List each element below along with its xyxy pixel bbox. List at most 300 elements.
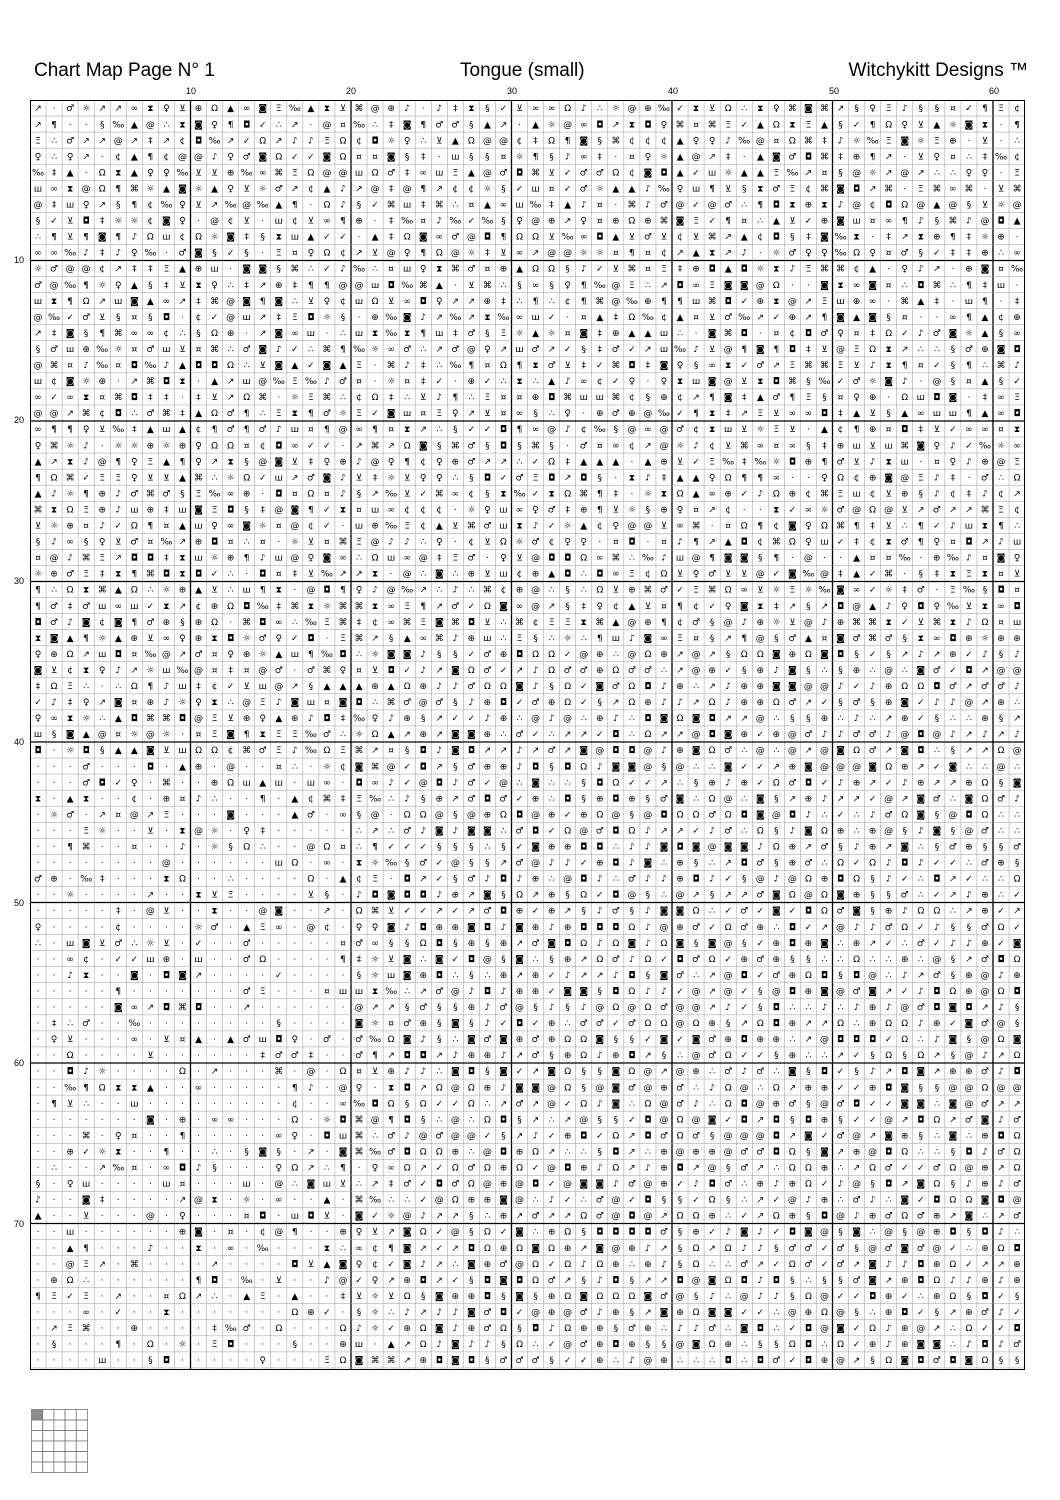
chart-symbol: ◘ [965, 537, 973, 548]
chart-symbol: ✓ [628, 778, 636, 789]
chart-symbol: ◙ [579, 1291, 589, 1302]
chart-symbol: ◙ [964, 120, 974, 131]
chart-symbol: ◙ [386, 890, 396, 901]
chart-symbol: ♀ [371, 714, 379, 725]
chart-symbol: · [341, 970, 345, 981]
chart-symbol: § [469, 1275, 474, 1286]
chart-symbol: ✓ [836, 1291, 845, 1302]
chart-symbol: ♂ [627, 874, 636, 885]
chart-symbol: § [741, 665, 747, 676]
chart-symbol: Ω [869, 1163, 877, 1174]
chart-symbol: ¶ [211, 425, 218, 436]
chart-symbol: ◘ [917, 1115, 925, 1126]
chart-symbol: ∴ [468, 585, 475, 596]
chart-symbol: · [325, 1324, 329, 1335]
chart-symbol: § [469, 1211, 474, 1222]
chart-symbol: ‡ [388, 216, 394, 227]
chart-symbol: ◘ [788, 922, 796, 933]
chart-symbol: · [887, 264, 891, 275]
chart-symbol: ✓ [547, 312, 556, 323]
chart-symbol: ↗ [451, 1243, 460, 1254]
chart-symbol: · [68, 874, 72, 885]
chart-symbol: Ω [644, 649, 652, 660]
chart-symbol: § [83, 328, 89, 339]
chart-symbol: ш [258, 1035, 267, 1046]
chart-symbol: ✓ [387, 1259, 395, 1270]
chart-symbol: ▲ [162, 457, 170, 468]
chart-symbol: · [742, 152, 746, 163]
chart-symbol: ¤ [131, 1131, 138, 1142]
chart-symbol: ⌘ [691, 521, 701, 532]
chart-symbol: ⊕ [660, 1147, 668, 1158]
chart-symbol: ∴ [693, 682, 699, 693]
chart-symbol: ‰ [208, 489, 221, 500]
chart-symbol: · [132, 1115, 136, 1126]
chart-symbol: ‡ [244, 232, 249, 243]
chart-symbol: ∴ [773, 1163, 780, 1174]
chart-symbol: @ [643, 762, 653, 773]
chart-symbol: ♂ [980, 1067, 990, 1078]
chart-symbol: ▲ [756, 393, 764, 404]
chart-symbol: ‰ [160, 537, 173, 548]
chart-symbol: ♂ [659, 1227, 669, 1238]
chart-symbol: ◙ [932, 826, 942, 837]
chart-symbol: ш [66, 1227, 75, 1238]
chart-symbol: ⌘ [129, 184, 139, 195]
chart-symbol: ¶ [179, 1131, 186, 1142]
chart-symbol: ш [354, 986, 364, 997]
chart-symbol: ☼ [772, 248, 781, 259]
chart-symbol: ♂ [932, 794, 941, 805]
chart-symbol: ✓ [676, 1035, 684, 1046]
chart-symbol: ◘ [612, 1147, 620, 1158]
chart-symbol: ♪ [709, 1083, 715, 1094]
chart-symbol: · [213, 1035, 217, 1046]
chart-symbol: ◙ [274, 328, 284, 339]
chart-symbol: § [806, 1067, 811, 1078]
chart-symbol: ↗ [933, 1051, 941, 1062]
chart-symbol: · [36, 842, 40, 853]
chart-symbol: ⧗ [115, 1083, 122, 1094]
chart-symbol: ♂ [515, 858, 524, 869]
chart-symbol: ш [258, 682, 267, 693]
chart-symbol: ◘ [227, 505, 235, 516]
chart-symbol: ✓ [146, 601, 155, 612]
chart-symbol: ♪ [115, 489, 122, 500]
chart-symbol: ‡ [388, 120, 394, 131]
chart-symbol: ⊕ [644, 617, 652, 628]
chart-symbol: @ [194, 152, 204, 163]
chart-symbol: ⊕ [628, 1243, 636, 1254]
chart-symbol: ▲ [227, 1035, 235, 1046]
chart-symbol: ◘ [227, 1340, 235, 1351]
chart-symbol: ↗ [836, 104, 845, 115]
chart-symbol: @ [803, 890, 813, 901]
chart-symbol: ◙ [836, 312, 845, 323]
chart-symbol: ⊕ [467, 938, 476, 949]
chart-symbol: ∴ [484, 1099, 491, 1110]
chart-symbol: ♂ [692, 954, 701, 965]
chart-symbol: ✓ [323, 1307, 331, 1318]
chart-symbol: ¤ [741, 216, 748, 227]
chart-symbol: ¶ [67, 296, 73, 307]
chart-symbol: ♪ [580, 200, 587, 211]
chart-symbol: · [309, 906, 313, 917]
chart-symbol: ∴ [532, 377, 539, 388]
chart-symbol: ¶ [917, 521, 924, 532]
chart-symbol: ⊕ [660, 1083, 668, 1094]
chart-symbol: ♪ [420, 1259, 427, 1270]
chart-symbol: ‡ [276, 312, 282, 323]
chart-symbol: Ω [516, 232, 523, 243]
chart-symbol: ♀ [644, 152, 652, 163]
chart-symbol: ◘ [997, 1195, 1005, 1206]
chart-symbol: ↗ [146, 890, 155, 901]
chart-symbol: ∴ [693, 970, 699, 981]
chart-symbol: · [148, 1259, 152, 1270]
chart-symbol: ‰ [80, 874, 93, 885]
chart-symbol: ¤ [131, 1163, 138, 1174]
chart-symbol: ♂ [130, 537, 139, 548]
chart-symbol: ‡ [148, 136, 153, 147]
chart-symbol: ¤ [998, 617, 1004, 628]
chart-symbol: ⊕ [933, 553, 941, 564]
chart-symbol: ☼ [33, 264, 43, 275]
chart-symbol: ∞ [997, 409, 1005, 420]
chart-symbol: ∴ [532, 1227, 539, 1238]
chart-symbol: ◙ [290, 505, 300, 516]
chart-symbol: · [68, 778, 72, 789]
chart-symbol: ш [403, 200, 412, 211]
chart-symbol: ♂ [932, 328, 941, 339]
chart-symbol: ✓ [965, 104, 973, 115]
chart-symbol: Ξ [629, 569, 635, 580]
chart-symbol: § [276, 1019, 282, 1030]
chart-symbol: Ω [724, 1275, 732, 1286]
chart-symbol: ♂ [467, 682, 476, 693]
chart-symbol: ▲ [740, 232, 748, 243]
chart-symbol: ∴ [725, 1291, 732, 1302]
chart-symbol: ∴ [725, 1324, 732, 1335]
chart-symbol: ⊕ [339, 1227, 347, 1238]
chart-symbol: Ω [580, 890, 588, 901]
chart-symbol: Ω [724, 585, 732, 596]
chart-symbol: ⊻ [227, 714, 234, 725]
chart-symbol: ⊕ [596, 1356, 604, 1367]
chart-symbol: ♀ [34, 441, 42, 452]
chart-symbol: ⊕ [499, 1211, 508, 1222]
chart-symbol: · [116, 970, 120, 981]
chart-symbol: Ω [66, 585, 74, 596]
chart-symbol: ◘ [836, 649, 845, 660]
chart-symbol: ◙ [97, 232, 107, 243]
chart-symbol: ш [515, 200, 524, 211]
chart-symbol: ⊕ [50, 1275, 58, 1286]
chart-symbol: · [341, 858, 345, 869]
chart-symbol: ♂ [948, 682, 957, 693]
chart-symbol: ⌘ [161, 778, 171, 789]
chart-symbol: ⊻ [644, 601, 652, 612]
chart-symbol: @ [450, 986, 460, 997]
chart-symbol: @ [643, 1083, 653, 1094]
chart-symbol: ∴ [677, 1356, 683, 1367]
chart-symbol: ✓ [467, 601, 476, 612]
chart-symbol: § [356, 970, 362, 981]
chart-symbol: ‡ [645, 361, 651, 372]
chart-symbol: ∞ [612, 441, 620, 452]
chart-symbol: Ω [612, 168, 620, 179]
chart-symbol: @ [916, 200, 926, 211]
chart-symbol: ⊻ [740, 569, 748, 580]
chart-symbol: ‡ [180, 409, 185, 420]
chart-symbol: · [100, 1051, 104, 1062]
chart-symbol: Ω [644, 1003, 652, 1014]
chart-symbol: ▲ [323, 1195, 331, 1206]
chart-symbol: ¢ [661, 248, 667, 259]
chart-symbol: ¤ [468, 200, 475, 211]
chart-symbol: ◘ [467, 1067, 475, 1078]
chart-symbol: ∴ [693, 794, 699, 805]
chart-symbol: ∞ [515, 601, 524, 612]
chart-symbol: ⊕ [612, 216, 620, 227]
chart-symbol: ◘ [387, 280, 395, 291]
chart-symbol: ◙ [836, 184, 845, 195]
chart-symbol: ¶ [773, 344, 780, 355]
chart-symbol: ¤ [356, 377, 362, 388]
chart-symbol: ◘ [483, 794, 491, 805]
chart-symbol: ◙ [948, 328, 958, 339]
chart-symbol: ‡ [308, 1051, 314, 1062]
chart-symbol: ♂ [643, 665, 652, 676]
chart-symbol: ♪ [917, 986, 924, 997]
chart-symbol: ♂ [242, 986, 251, 997]
chart-symbol: Ω [788, 1340, 796, 1351]
chart-symbol: ♂ [467, 264, 476, 275]
chart-symbol: ♂ [82, 762, 91, 773]
chart-symbol: · [229, 1083, 233, 1094]
chart-symbol: @ [819, 1035, 829, 1046]
chart-symbol: ⊻ [724, 441, 732, 452]
chart-symbol: ↗ [949, 505, 957, 516]
chart-symbol: ✓ [596, 1131, 604, 1142]
chart-symbol: ¤ [420, 216, 427, 227]
chart-symbol: ⊕ [210, 601, 219, 612]
chart-symbol: ⊕ [387, 104, 395, 115]
chart-symbol: ⊻ [708, 104, 716, 115]
chart-symbol: Ω [419, 810, 427, 821]
chart-symbol: Ω [339, 1356, 347, 1367]
chart-symbol: ✓ [547, 826, 556, 837]
page-title: Chart Map Page N° 1 [34, 60, 215, 81]
chart-symbol: ♂ [162, 489, 171, 500]
chart-symbol: ⊕ [483, 1195, 492, 1206]
chart-symbol: ♀ [339, 665, 347, 676]
chart-symbol: · [566, 312, 570, 323]
chart-symbol: ‡ [902, 585, 907, 596]
chart-symbol: ✓ [724, 906, 732, 917]
chart-symbol: ✓ [756, 906, 765, 917]
chart-symbol: ш [724, 425, 733, 436]
chart-symbol: ♂ [178, 248, 187, 259]
chart-symbol: @ [675, 200, 685, 211]
chart-symbol: ¢ [308, 521, 314, 532]
chart-symbol: ◘ [339, 649, 347, 660]
chart-symbol: @ [129, 810, 139, 821]
chart-symbol: ◙ [964, 1211, 974, 1222]
chart-symbol: @ [338, 1275, 348, 1286]
chart-symbol: ◘ [965, 1147, 973, 1158]
chart-symbol: ↗ [435, 762, 444, 773]
chart-symbol: ♂ [852, 633, 861, 644]
chart-symbol: ♂ [804, 1259, 813, 1270]
chart-symbol: ☼ [756, 264, 765, 275]
chart-symbol: ¶ [83, 633, 90, 644]
chart-symbol: ♪ [548, 1003, 555, 1014]
chart-symbol: ¤ [901, 312, 908, 323]
chart-symbol: ✓ [756, 778, 765, 789]
chart-symbol: ∴ [950, 280, 956, 291]
chart-symbol: ∴ [725, 1259, 732, 1270]
chart-symbol: ◘ [435, 938, 443, 949]
chart-symbol: ↗ [981, 665, 989, 676]
chart-symbol: ▲ [676, 473, 684, 484]
chart-symbol: ∴ [885, 954, 892, 965]
chart-symbol: ‰ [401, 585, 414, 596]
chart-symbol: · [52, 1003, 56, 1014]
chart-symbol: ▲ [275, 714, 283, 725]
chart-symbol: ш [403, 409, 412, 420]
brand-name: Witchykitt Designs ™ [848, 60, 1028, 81]
chart-symbol: @ [691, 665, 701, 676]
chart-symbol: Ω [211, 328, 219, 339]
chart-symbol: ♪ [452, 1051, 459, 1062]
chart-symbol: ♀ [355, 922, 363, 933]
chart-symbol: ⊕ [451, 922, 460, 933]
chart-symbol: ↗ [788, 794, 797, 805]
chart-symbol: ♀ [307, 553, 315, 564]
chart-symbol: ◙ [980, 264, 990, 275]
chart-symbol: ¶ [500, 232, 507, 243]
chart-symbol: ◙ [434, 954, 444, 965]
chart-symbol: ⌘ [627, 264, 637, 275]
chart-symbol: ↗ [724, 248, 732, 259]
chart-symbol: @ [787, 1307, 797, 1318]
chart-symbol: @ [210, 216, 220, 227]
chart-symbol: · [116, 1051, 120, 1062]
chart-symbol: ‰ [561, 232, 574, 243]
chart-symbol: ⊕ [451, 1147, 460, 1158]
chart-symbol: ¢ [580, 425, 587, 436]
chart-symbol: ¶ [340, 954, 346, 965]
chart-symbol: ♪ [757, 489, 764, 500]
chart-symbol: ‰ [754, 457, 767, 468]
chart-symbol: ♪ [468, 986, 475, 997]
chart-symbol: ⌘ [819, 184, 829, 195]
chart-symbol: @ [803, 682, 813, 693]
chart-symbol: § [83, 537, 89, 548]
chart-symbol: ◙ [290, 698, 300, 709]
chart-symbol: ◘ [371, 1099, 379, 1110]
chart-symbol: ∴ [420, 344, 427, 355]
chart-symbol: ▲ [323, 184, 331, 195]
chart-symbol: · [132, 986, 136, 997]
chart-symbol: ↗ [708, 152, 716, 163]
chart-symbol: ♀ [821, 248, 828, 259]
chart-symbol: ш [659, 344, 669, 355]
chart-symbol: ◙ [836, 746, 845, 757]
chart-symbol: ◙ [707, 1307, 717, 1318]
chart-symbol: ⊕ [756, 617, 765, 628]
chart-symbol: ☼ [258, 184, 267, 195]
chart-symbol: ☼ [194, 922, 203, 933]
chart-symbol: · [116, 890, 120, 901]
chart-symbol: ♂ [467, 553, 476, 564]
chart-symbol: · [277, 954, 281, 965]
chart-symbol: ☼ [467, 505, 476, 516]
chart-symbol: ¢ [757, 232, 764, 243]
chart-symbol: ш [178, 505, 187, 516]
chart-symbol: ⊕ [933, 1211, 941, 1222]
chart-symbol: ⊕ [146, 698, 155, 709]
chart-symbol: ◘ [387, 665, 395, 676]
chart-symbol: ◘ [499, 425, 508, 436]
chart-symbol: ↗ [130, 136, 139, 147]
chart-symbol: · [277, 1356, 281, 1367]
chart-symbol: ♪ [789, 264, 796, 275]
chart-symbol: Ω [1013, 1131, 1021, 1142]
chart-symbol: ¶ [629, 248, 635, 259]
chart-symbol: § [693, 778, 699, 789]
chart-symbol: ⊻ [740, 425, 748, 436]
chart-symbol: ♪ [885, 1259, 892, 1270]
chart-symbol: ♪ [436, 682, 443, 693]
chart-symbol: ‰ [208, 136, 221, 147]
chart-symbol: ◙ [820, 938, 829, 949]
chart-symbol: Ξ [372, 874, 378, 885]
chart-symbol: ⊻ [628, 232, 636, 243]
chart-symbol: ◙ [884, 377, 894, 388]
chart-symbol: @ [723, 970, 733, 981]
chart-symbol: ♪ [484, 1019, 491, 1030]
chart-symbol: ¶ [709, 393, 715, 404]
chart-symbol: § [822, 1275, 827, 1286]
chart-symbol: @ [964, 826, 974, 837]
chart-symbol: ↗ [435, 184, 444, 195]
chart-symbol: Ω [804, 874, 812, 885]
chart-symbol: ∴ [982, 361, 988, 372]
chart-symbol: ↗ [114, 553, 123, 564]
chart-symbol: ш [242, 312, 251, 323]
chart-symbol: @ [723, 986, 733, 997]
chart-symbol: ♪ [933, 473, 940, 484]
chart-symbol: ◘ [371, 890, 379, 901]
chart-symbol: ◘ [162, 569, 170, 580]
chart-symbol: ∴ [436, 585, 443, 596]
chart-symbol: Ω [676, 714, 684, 725]
chart-symbol: ◘ [676, 842, 684, 853]
chart-symbol: ∞ [194, 1083, 203, 1094]
chart-symbol: ♂ [611, 344, 620, 355]
chart-symbol: ∴ [452, 200, 459, 211]
chart-symbol: ♀ [371, 1163, 379, 1174]
chart-symbol: ⧗ [211, 906, 218, 917]
chart-symbol: ¢ [99, 264, 106, 275]
chart-symbol: ✓ [933, 890, 941, 901]
chart-symbol: ▲ [612, 617, 620, 628]
chart-symbol: ♂ [820, 842, 829, 853]
chart-symbol: ♂ [387, 1147, 396, 1158]
chart-symbol: ♪ [452, 633, 459, 644]
